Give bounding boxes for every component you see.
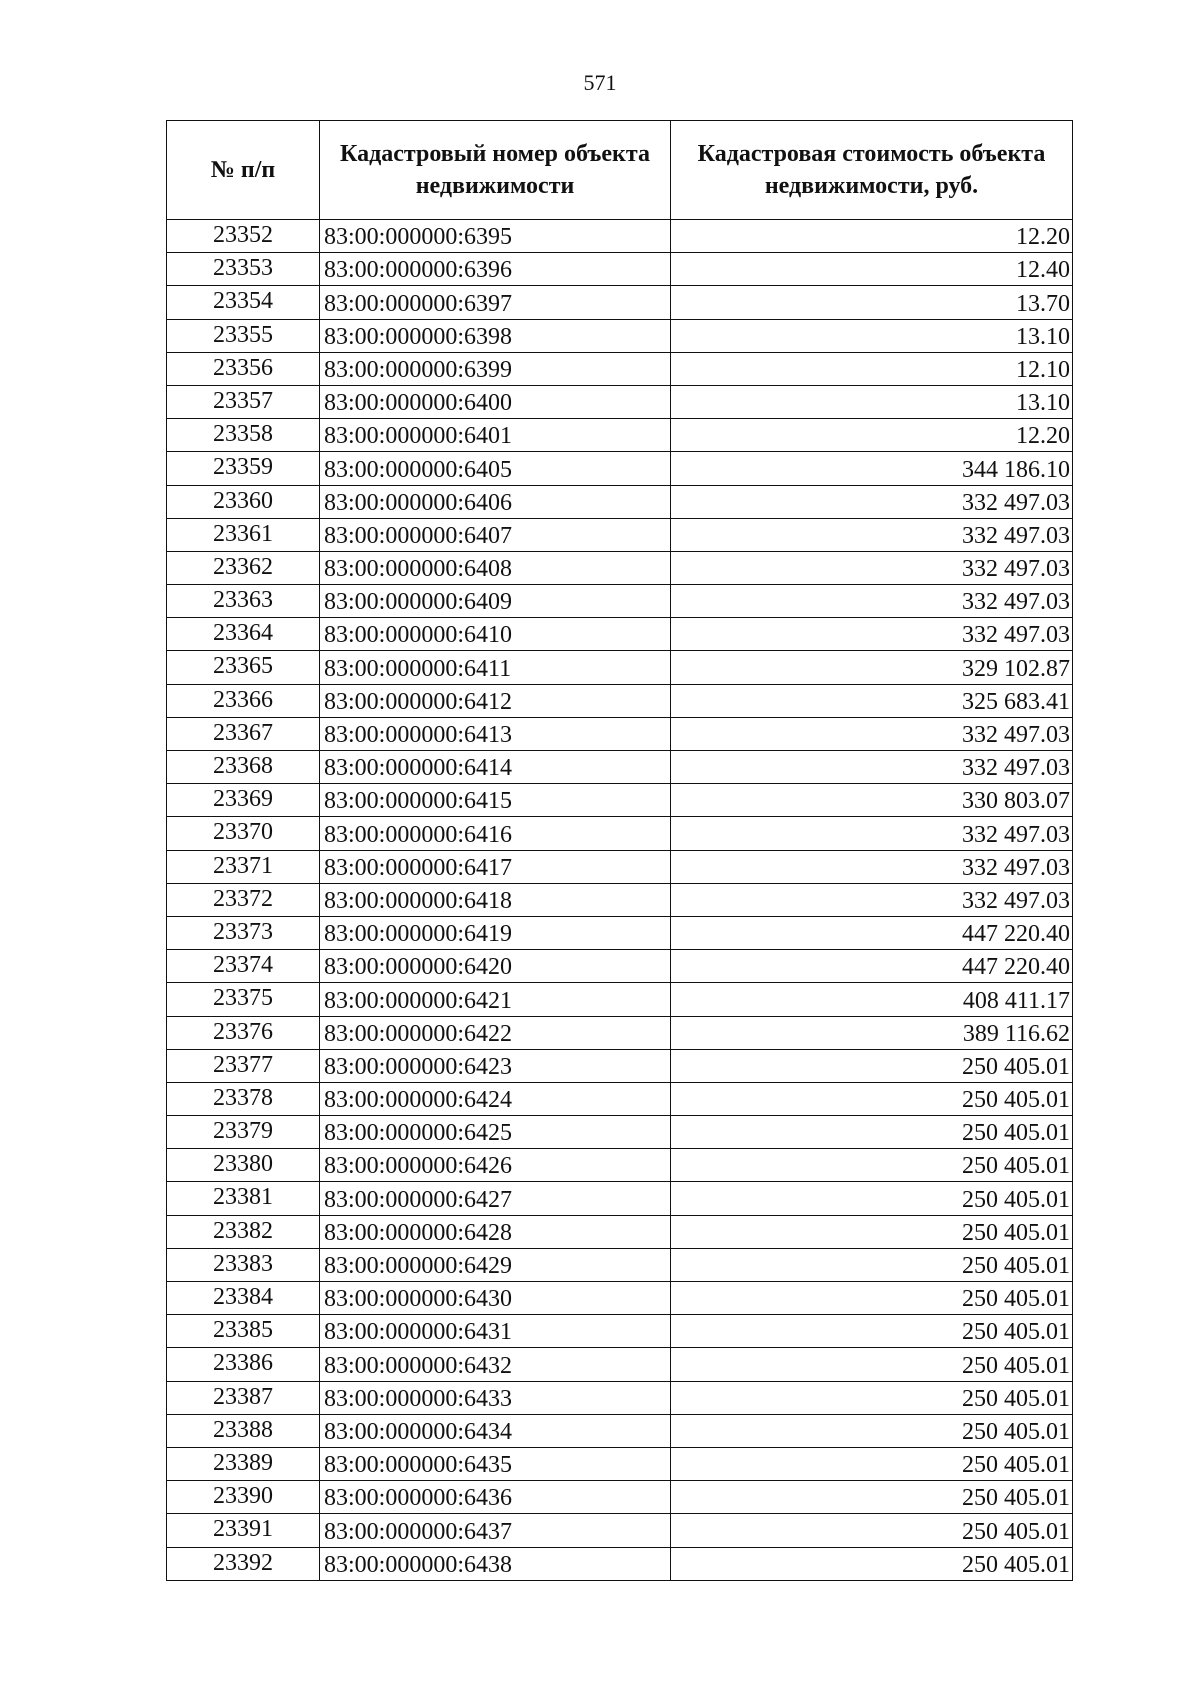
- row-cadastral-value: 12.20: [671, 419, 1073, 452]
- row-index: 23374: [167, 950, 320, 983]
- table-row: [167, 551, 1073, 584]
- table-row: [167, 883, 1073, 916]
- row-cadastral-value: 250 405.01: [671, 1149, 1073, 1182]
- row-cadastral-value: 332 497.03: [671, 518, 1073, 551]
- table-row: [167, 485, 1073, 518]
- row-index: 23390: [167, 1481, 320, 1514]
- row-cadastral-value: 250 405.01: [671, 1414, 1073, 1447]
- row-index: 23382: [167, 1215, 320, 1248]
- row-cadastral-value: 332 497.03: [671, 585, 1073, 618]
- row-cadastral-number: 83:00:000000:6419: [320, 916, 671, 949]
- row-cadastral-number: 83:00:000000:6420: [320, 950, 671, 983]
- table-row: [167, 850, 1073, 883]
- row-index: 23367: [167, 717, 320, 750]
- row-index: 23381: [167, 1182, 320, 1215]
- table-row: [167, 784, 1073, 817]
- table-row: [167, 1082, 1073, 1115]
- row-cadastral-number: 83:00:000000:6395: [320, 220, 671, 253]
- row-cadastral-value: 250 405.01: [671, 1315, 1073, 1348]
- row-cadastral-value: 408 411.17: [671, 983, 1073, 1016]
- table-row: [167, 1149, 1073, 1182]
- row-cadastral-number: 83:00:000000:6432: [320, 1348, 671, 1381]
- row-index: 23377: [167, 1049, 320, 1082]
- row-cadastral-value: 250 405.01: [671, 1381, 1073, 1414]
- row-index: 23392: [167, 1547, 320, 1580]
- row-cadastral-value: 250 405.01: [671, 1248, 1073, 1281]
- header-cadastral-value: Кадастровая стоимость объекта недвижимости, руб.: [671, 121, 1073, 220]
- cadastre-table: [166, 120, 1073, 1581]
- row-cadastral-number: 83:00:000000:6436: [320, 1481, 671, 1514]
- table-row: [167, 1381, 1073, 1414]
- row-index: 23364: [167, 618, 320, 651]
- table-row: [167, 1282, 1073, 1315]
- row-cadastral-value: 447 220.40: [671, 916, 1073, 949]
- header-index: № п/п: [167, 121, 320, 220]
- row-cadastral-value: 447 220.40: [671, 950, 1073, 983]
- table-row: [167, 1248, 1073, 1281]
- row-index: 23383: [167, 1248, 320, 1281]
- row-index: 23358: [167, 419, 320, 452]
- row-cadastral-value: 250 405.01: [671, 1282, 1073, 1315]
- row-cadastral-number: 83:00:000000:6438: [320, 1547, 671, 1580]
- row-cadastral-number: 83:00:000000:6401: [320, 419, 671, 452]
- row-cadastral-number: 83:00:000000:6417: [320, 850, 671, 883]
- table-row: [167, 1481, 1073, 1514]
- table-row: [167, 1182, 1073, 1215]
- row-index: 23353: [167, 253, 320, 286]
- table-row: [167, 1447, 1073, 1480]
- row-index: 23387: [167, 1381, 320, 1414]
- row-index: 23370: [167, 817, 320, 850]
- row-cadastral-number: 83:00:000000:6407: [320, 518, 671, 551]
- table-row: [167, 385, 1073, 418]
- row-cadastral-value: 332 497.03: [671, 883, 1073, 916]
- table-row: [167, 684, 1073, 717]
- row-index: 23371: [167, 850, 320, 883]
- table-row: [167, 1016, 1073, 1049]
- row-index: 23365: [167, 651, 320, 684]
- row-cadastral-number: 83:00:000000:6435: [320, 1447, 671, 1480]
- row-cadastral-value: 389 116.62: [671, 1016, 1073, 1049]
- row-cadastral-number: 83:00:000000:6406: [320, 485, 671, 518]
- row-cadastral-number: 83:00:000000:6399: [320, 352, 671, 385]
- table-row: [167, 651, 1073, 684]
- row-index: 23356: [167, 352, 320, 385]
- row-cadastral-value: 12.20: [671, 220, 1073, 253]
- row-index: 23355: [167, 319, 320, 352]
- row-cadastral-value: 250 405.01: [671, 1447, 1073, 1480]
- row-index: 23388: [167, 1414, 320, 1447]
- table-row: [167, 1414, 1073, 1447]
- row-cadastral-value: 13.10: [671, 319, 1073, 352]
- row-index: 23360: [167, 485, 320, 518]
- table-row: [167, 452, 1073, 485]
- row-cadastral-value: 250 405.01: [671, 1082, 1073, 1115]
- row-cadastral-number: 83:00:000000:6410: [320, 618, 671, 651]
- table-row: [167, 518, 1073, 551]
- row-cadastral-value: 332 497.03: [671, 850, 1073, 883]
- row-cadastral-number: 83:00:000000:6424: [320, 1082, 671, 1115]
- table-header-row: [167, 121, 1073, 220]
- table-row: [167, 916, 1073, 949]
- table-row: [167, 1514, 1073, 1547]
- row-cadastral-number: 83:00:000000:6412: [320, 684, 671, 717]
- table-row: [167, 352, 1073, 385]
- row-index: 23361: [167, 518, 320, 551]
- row-cadastral-number: 83:00:000000:6413: [320, 717, 671, 750]
- row-cadastral-number: 83:00:000000:6411: [320, 651, 671, 684]
- table-row: [167, 817, 1073, 850]
- row-cadastral-number: 83:00:000000:6400: [320, 385, 671, 418]
- row-cadastral-number: 83:00:000000:6425: [320, 1116, 671, 1149]
- table-row: [167, 618, 1073, 651]
- row-cadastral-number: 83:00:000000:6428: [320, 1215, 671, 1248]
- row-cadastral-number: 83:00:000000:6414: [320, 751, 671, 784]
- row-index: 23372: [167, 883, 320, 916]
- row-index: 23380: [167, 1149, 320, 1182]
- table-row: [167, 1547, 1073, 1580]
- row-cadastral-value: 250 405.01: [671, 1481, 1073, 1514]
- row-index: 23359: [167, 452, 320, 485]
- row-index: 23384: [167, 1282, 320, 1315]
- row-cadastral-value: 332 497.03: [671, 485, 1073, 518]
- row-cadastral-number: 83:00:000000:6434: [320, 1414, 671, 1447]
- row-cadastral-value: 325 683.41: [671, 684, 1073, 717]
- row-cadastral-value: 250 405.01: [671, 1049, 1073, 1082]
- row-cadastral-number: 83:00:000000:6421: [320, 983, 671, 1016]
- row-index: 23368: [167, 751, 320, 784]
- table-row: [167, 286, 1073, 319]
- row-cadastral-number: 83:00:000000:6415: [320, 784, 671, 817]
- table-body: [167, 220, 1073, 1581]
- row-cadastral-value: 332 497.03: [671, 551, 1073, 584]
- row-cadastral-number: 83:00:000000:6430: [320, 1282, 671, 1315]
- row-cadastral-number: 83:00:000000:6429: [320, 1248, 671, 1281]
- row-cadastral-number: 83:00:000000:6437: [320, 1514, 671, 1547]
- row-index: 23357: [167, 385, 320, 418]
- row-cadastral-number: 83:00:000000:6422: [320, 1016, 671, 1049]
- row-cadastral-value: 250 405.01: [671, 1182, 1073, 1215]
- row-cadastral-value: 332 497.03: [671, 751, 1073, 784]
- row-index: 23366: [167, 684, 320, 717]
- row-cadastral-number: 83:00:000000:6433: [320, 1381, 671, 1414]
- row-cadastral-value: 250 405.01: [671, 1116, 1073, 1149]
- row-cadastral-value: 344 186.10: [671, 452, 1073, 485]
- row-cadastral-number: 83:00:000000:6418: [320, 883, 671, 916]
- table-row: [167, 983, 1073, 1016]
- row-cadastral-number: 83:00:000000:6426: [320, 1149, 671, 1182]
- row-index: 23378: [167, 1082, 320, 1115]
- table-row: [167, 751, 1073, 784]
- header-cadastral-number: Кадастровый номер объекта недвижимости: [320, 121, 671, 220]
- row-cadastral-value: 13.70: [671, 286, 1073, 319]
- row-cadastral-value: 330 803.07: [671, 784, 1073, 817]
- row-cadastral-value: 250 405.01: [671, 1348, 1073, 1381]
- row-cadastral-value: 12.40: [671, 253, 1073, 286]
- row-cadastral-number: 83:00:000000:6409: [320, 585, 671, 618]
- row-index: 23391: [167, 1514, 320, 1547]
- table-row: [167, 1116, 1073, 1149]
- row-cadastral-number: 83:00:000000:6427: [320, 1182, 671, 1215]
- row-index: 23386: [167, 1348, 320, 1381]
- row-cadastral-number: 83:00:000000:6408: [320, 551, 671, 584]
- row-index: 23354: [167, 286, 320, 319]
- row-cadastral-value: 332 497.03: [671, 717, 1073, 750]
- table-row: [167, 950, 1073, 983]
- page-number: 571: [583, 70, 617, 95]
- row-cadastral-value: 12.10: [671, 352, 1073, 385]
- row-cadastral-number: 83:00:000000:6416: [320, 817, 671, 850]
- row-cadastral-number: 83:00:000000:6405: [320, 452, 671, 485]
- row-cadastral-value: 332 497.03: [671, 817, 1073, 850]
- row-index: 23385: [167, 1315, 320, 1348]
- row-cadastral-number: 83:00:000000:6397: [320, 286, 671, 319]
- row-index: 23375: [167, 983, 320, 1016]
- row-index: 23363: [167, 585, 320, 618]
- table-row: [167, 585, 1073, 618]
- row-cadastral-value: 250 405.01: [671, 1547, 1073, 1580]
- row-index: 23379: [167, 1116, 320, 1149]
- table-row: [167, 717, 1073, 750]
- row-index: 23389: [167, 1447, 320, 1480]
- table-row: [167, 1049, 1073, 1082]
- row-cadastral-number: 83:00:000000:6398: [320, 319, 671, 352]
- table-row: [167, 319, 1073, 352]
- table-row: [167, 1348, 1073, 1381]
- row-cadastral-value: 250 405.01: [671, 1514, 1073, 1547]
- row-index: 23376: [167, 1016, 320, 1049]
- row-cadastral-number: 83:00:000000:6396: [320, 253, 671, 286]
- table-row: [167, 253, 1073, 286]
- table-row: [167, 1215, 1073, 1248]
- row-index: 23352: [167, 220, 320, 253]
- row-index: 23369: [167, 784, 320, 817]
- row-index: 23362: [167, 551, 320, 584]
- row-cadastral-value: 329 102.87: [671, 651, 1073, 684]
- row-cadastral-number: 83:00:000000:6423: [320, 1049, 671, 1082]
- table-row: [167, 1315, 1073, 1348]
- row-index: 23373: [167, 916, 320, 949]
- table-row: [167, 419, 1073, 452]
- row-cadastral-value: 332 497.03: [671, 618, 1073, 651]
- row-cadastral-value: 250 405.01: [671, 1215, 1073, 1248]
- table-row: [167, 220, 1073, 253]
- row-cadastral-value: 13.10: [671, 385, 1073, 418]
- row-cadastral-number: 83:00:000000:6431: [320, 1315, 671, 1348]
